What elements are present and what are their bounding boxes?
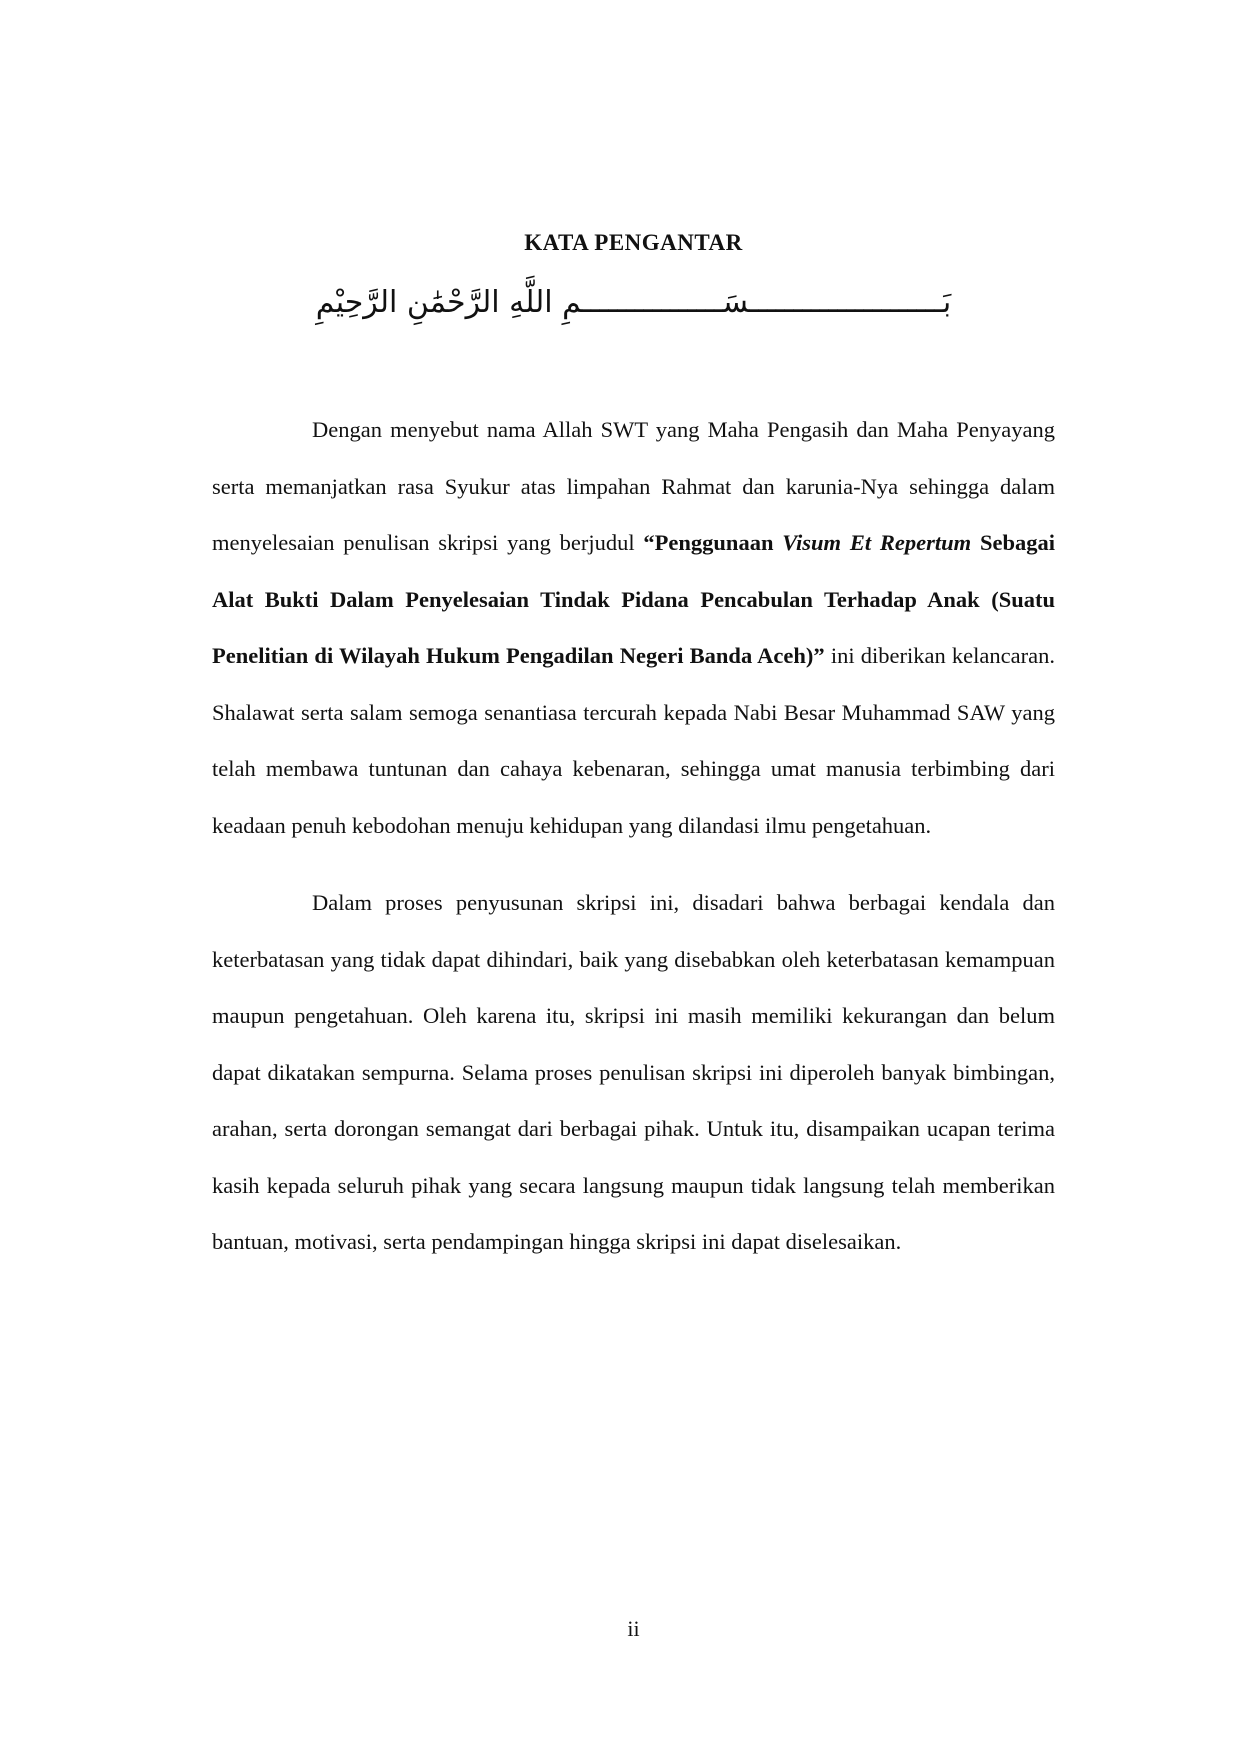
page-number: ii [627, 1616, 640, 1641]
page-title: KATA PENGANTAR [524, 230, 743, 255]
thesis-title-italic: Visum Et Repertum [782, 530, 972, 556]
thesis-title-bold-open: “Penggunaan [643, 530, 783, 556]
bismillah-text: بَــــــــــــــــــــــسَــــــــــــــــمِ اللَّهِ الرَّحْمَٰنِ الرَّحِيْمِ [315, 285, 952, 321]
paragraph-acknowledgement: Dalam proses penyusunan skripsi ini, disadari bahwa berbagai kendala dan keterbatasan yang tidak dapat dihindari, baik yang disebabkan oleh keterbatasan kemampuan maupun pengetahuan. Oleh karena itu, skripsi ini masih memiliki kekurangan dan belum dapat dikatakan sempurna. Selama proses penulisan skripsi ini diperoleh banyak bimbingan, arahan, serta dorongan semangat dari berbagai pihak. Untuk itu, disampaikan ucapan terima kasih kepada seluruh pihak yang secara langsung maupun tidak langsung telah memberikan bantuan, motivasi, serta pendampingan hingga skripsi ini dapat diselesaikan. [212, 890, 1055, 1255]
paragraph-text: Dengan menyebut nama Allah SWT yang Maha Pengasih dan Maha Penyayang serta memanjatkan rasa Syukur atas limpahan Rahmat dan karunia-Nya sehingga dalam menyelesaian penulisan skripsi yang berjudul [212, 417, 1055, 556]
thesis-title-bold-rest: Sebagai Alat Bukti Dalam Penyelesaian Tindak Pidana Pencabulan Terhadap Anak (Suatu Penelitian di Wilayah Hukum Pengadilan Negeri Banda Aceh)” [212, 530, 1055, 669]
thesis-title-latin-term [782, 530, 971, 555]
paragraph-text: ini diberikan kelancaran. Shalawat serta salam semoga senantiasa tercurah kepada Nabi Besar Muhammad SAW yang telah membawa tuntunan dan cahaya kebenaran, sehingga umat manusia terbimbing dari keadaan penuh kebodohan menuju kehidupan yang dilandasi ilmu pengetahuan. [212, 643, 1055, 838]
paragraph-opening [212, 402, 1055, 854]
